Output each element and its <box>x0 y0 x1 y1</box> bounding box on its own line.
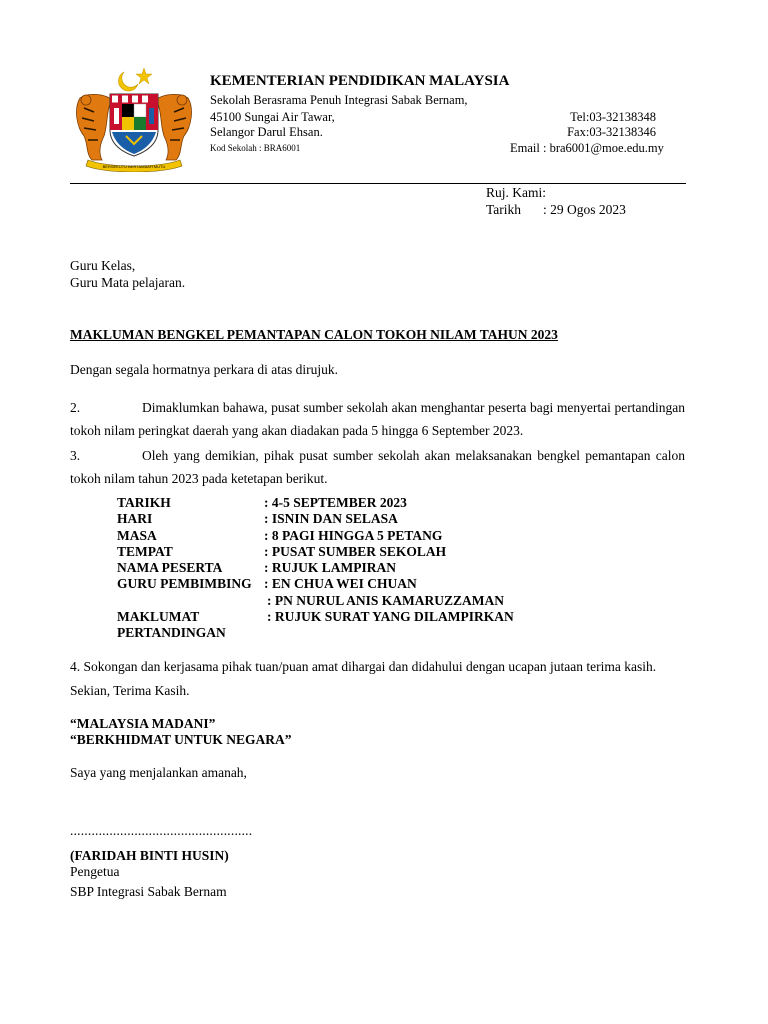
detail-value-tarikh: : 4-5 SEPTEMBER 2023 <box>264 495 407 510</box>
detail-value-guru-pembimbing-2: : PN NURUL ANIS KAMARUZZAMAN <box>267 593 505 608</box>
fax-number: Fax:03-32138346 <box>567 125 656 139</box>
paragraph-2-text: Dimaklumkan bahawa, pusat sumber sekolah akan menghantar peserta bagi menyertai pertandingan tokoh nilam peringkat daerah yang akan diadakan pada 5 hingga 6 September 2023. <box>70 400 685 438</box>
detail-value-nama-peserta: : RUJUK LAMPIRAN <box>264 560 396 575</box>
paragraph-4: 4. Sokongan dan kerjasama pihak tuan/puan amat dihargai dan didahului dengan ucapan jutaan terima kasih. <box>70 659 657 674</box>
signatory-name: (FARIDAH BINTI HUSIN) <box>70 848 229 863</box>
malaysia-coat-of-arms-logo <box>72 64 196 172</box>
detail-label-nama-peserta: NAMA PESERTA <box>117 560 223 575</box>
slogan-malaysia-madani: “MALAYSIA MADANI” <box>70 716 216 731</box>
detail-label-tempat: TEMPAT <box>117 544 173 559</box>
address-line-1: 45100 Sungai Air Tawar, <box>210 110 335 124</box>
detail-value-maklumat: : RUJUK SURAT YANG DILAMPIRKAN <box>267 609 514 624</box>
detail-value-tempat: : PUSAT SUMBER SEKOLAH <box>264 544 447 559</box>
svg-text:BERSEKUTU BERTAMBAH MUTU: BERSEKUTU BERTAMBAH MUTU <box>102 164 166 169</box>
signatory-organization: SBP Integrasi Sabak Bernam <box>70 884 227 899</box>
ministry-name: KEMENTERIAN PENDIDIKAN MALAYSIA <box>210 73 510 89</box>
address-line-2: Selangor Darul Ehsan. <box>210 125 323 139</box>
paragraph-3-text: Oleh yang demikian, pihak pusat sumber sekolah akan melaksanakan bengkel pemantapan calon tokoh nilam tahun 2023 pada ketetapan berikut. <box>70 448 685 486</box>
reference-number-label: Ruj. Kami: <box>486 185 546 200</box>
date-label: Tarikh <box>486 202 522 217</box>
recipient-2: Guru Mata pelajaran. <box>70 275 186 290</box>
recipient-1: Guru Kelas, <box>70 258 136 273</box>
school-name: Sekolah Berasrama Penuh Integrasi Sabak Bernam, <box>210 93 468 107</box>
detail-value-guru-pembimbing-1: : EN CHUA WEI CHUAN <box>264 576 417 591</box>
telephone-number: Tel:03-32138348 <box>570 110 656 124</box>
detail-label-hari: HARI <box>117 511 153 526</box>
detail-label-masa: MASA <box>117 528 157 543</box>
detail-label-pertandingan: PERTANDINGAN <box>117 625 226 640</box>
signature-line: ................................................... <box>70 823 253 838</box>
amanah-line: Saya yang menjalankan amanah, <box>70 765 247 780</box>
detail-value-masa: : 8 PAGI HINGGA 5 PETANG <box>264 528 443 543</box>
header-divider <box>70 183 686 184</box>
letter-subject: MAKLUMAN BENGKEL PEMANTAPAN CALON TOKOH NILAM TAHUN 2023 <box>70 327 558 342</box>
paragraph-3-number: 3. <box>70 448 81 463</box>
slogan-berkhidmat: “BERKHIDMAT UNTUK NEGARA” <box>70 732 292 747</box>
signatory-title: Pengetua <box>70 864 120 879</box>
letter-date: : 29 Ogos 2023 <box>543 202 626 217</box>
detail-label-maklumat: MAKLUMAT <box>117 609 200 624</box>
paragraph-2-number: 2. <box>70 400 81 415</box>
detail-label-tarikh: TARIKH <box>117 495 171 510</box>
detail-label-guru-pembimbing: GURU PEMBIMBING <box>117 576 252 591</box>
detail-value-hari: : ISNIN DAN SELASA <box>264 511 398 526</box>
email-address: Email : bra6001@moe.edu.my <box>510 141 664 155</box>
paragraph-2 <box>70 396 685 442</box>
closing-line: Sekian, Terima Kasih. <box>70 683 190 698</box>
school-code: Kod Sekolah : BRA6001 <box>210 143 301 153</box>
paragraph-3 <box>70 444 685 490</box>
opening-line: Dengan segala hormatnya perkara di atas dirujuk. <box>70 362 339 377</box>
